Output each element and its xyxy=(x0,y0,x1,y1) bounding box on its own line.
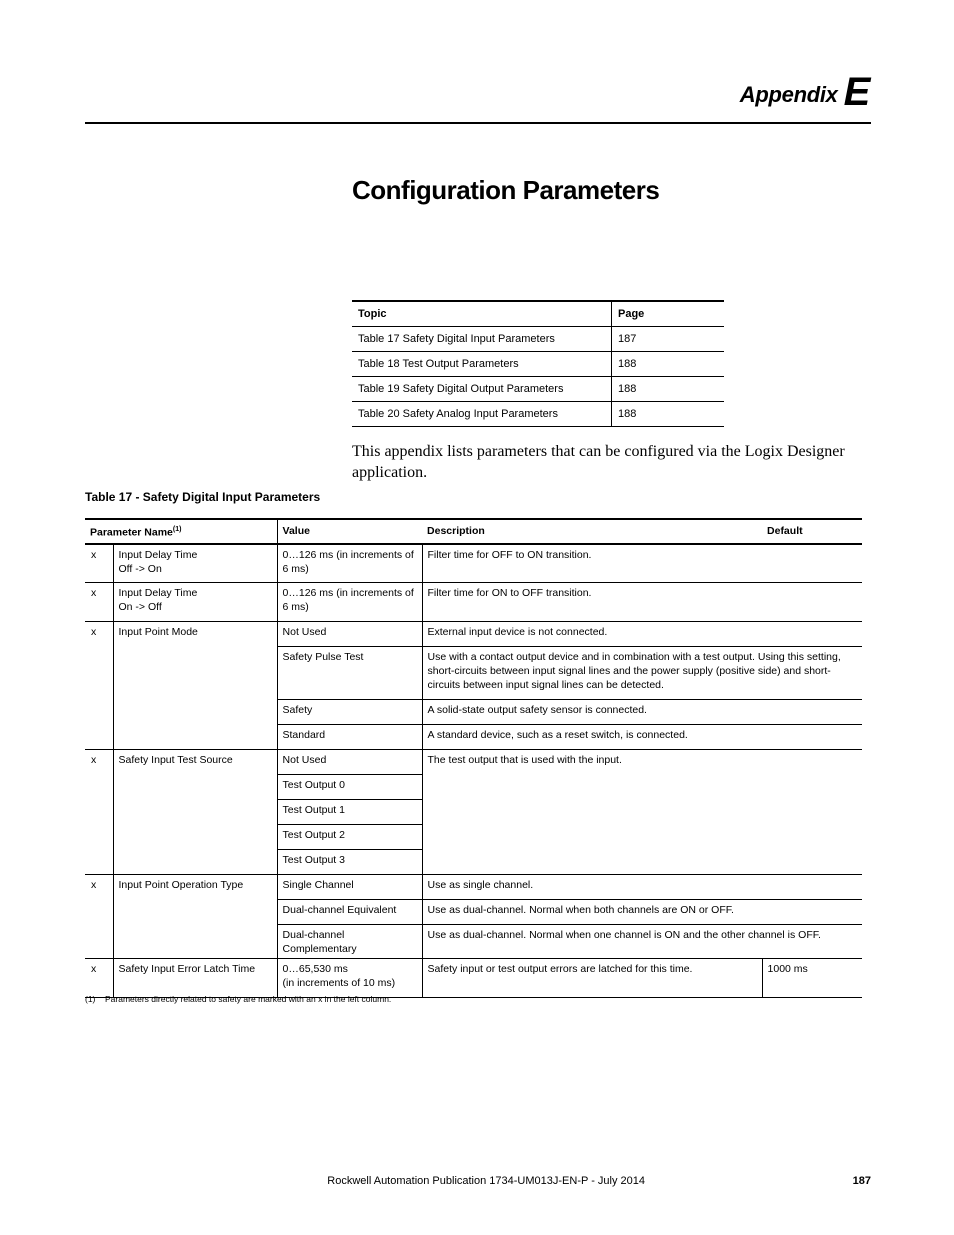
value-cell: Test Output 2 xyxy=(277,825,422,850)
parameter-name: Safety Input Error Latch Time xyxy=(113,959,277,998)
value-cell: Safety xyxy=(277,700,422,725)
value-cell: Dual-channel Complementary xyxy=(277,925,422,959)
value-cell: Test Output 1 xyxy=(277,800,422,825)
description-cell: Filter time for OFF to ON transition. xyxy=(422,544,862,583)
table-row xyxy=(85,583,862,622)
footnote xyxy=(85,994,391,1004)
table-caption: Table 17 - Safety Digital Input Parameters xyxy=(85,490,321,504)
parameter-name: Input Point Mode xyxy=(113,622,277,750)
appendix-word: Appendix xyxy=(739,82,838,107)
value-cell: Single Channel xyxy=(277,875,422,900)
value-text: 0…65,530 ms (in increments of 10 ms) xyxy=(282,963,396,989)
value-cell: Standard xyxy=(277,725,422,750)
table-row xyxy=(85,622,862,647)
page-cell: 187 xyxy=(612,327,725,352)
header-rule xyxy=(85,122,871,124)
topic-cell: Table 19 Safety Digital Output Parameters xyxy=(352,377,612,402)
appendix-heading xyxy=(740,72,870,115)
value-cell: Test Output 3 xyxy=(277,850,422,875)
value-cell: Not Used xyxy=(277,622,422,647)
table-row xyxy=(85,544,862,583)
parameter-name xyxy=(113,544,277,583)
intro-paragraph: This appendix lists parameters that can be configured via the Logix Designer application. xyxy=(352,443,845,481)
description-cell: Filter time for ON to OFF transition. xyxy=(422,583,862,622)
value-cell: 0…126 ms (in increments of 6 ms) xyxy=(277,583,422,622)
table-row xyxy=(85,959,862,998)
safety-mark: x xyxy=(85,622,113,750)
value-cell xyxy=(277,959,422,998)
page-title: Configuration Parameters xyxy=(352,175,660,205)
page-column-header: Page xyxy=(612,301,725,327)
appendix-letter: E xyxy=(843,70,870,114)
safety-mark: x xyxy=(85,583,113,622)
topic-cell: Table 20 Safety Analog Input Parameters xyxy=(352,402,612,427)
topic-cell: Table 17 Safety Digital Input Parameters xyxy=(352,327,612,352)
description-cell: Safety input or test output errors are latched for this time. xyxy=(422,959,762,998)
description-cell: Use as dual-channel. Normal when one channel is ON and the other channel is OFF. xyxy=(422,925,862,959)
description-cell: Use as single channel. xyxy=(422,875,862,900)
publication-info: Rockwell Automation Publication 1734-UM013J-EN-P - July 2014 xyxy=(327,1175,645,1187)
safety-mark: x xyxy=(85,875,113,959)
value-cell: 0…126 ms (in increments of 6 ms) xyxy=(277,544,422,583)
table-row xyxy=(352,352,724,377)
description-cell: Use as dual-channel. Normal when both channels are ON or OFF. xyxy=(422,900,862,925)
value-cell: Dual-channel Equivalent xyxy=(277,900,422,925)
topic-table xyxy=(352,300,724,427)
page-cell: 188 xyxy=(612,402,725,427)
table-row xyxy=(85,875,862,900)
safety-mark: x xyxy=(85,959,113,998)
footnote-number: (1) xyxy=(85,994,96,1004)
value-header: Value xyxy=(277,519,422,544)
description-cell: A standard device, such as a reset switch, is connected. xyxy=(422,725,862,750)
value-cell: Test Output 0 xyxy=(277,775,422,800)
parameter-name xyxy=(113,583,277,622)
footnote-ref: (1) xyxy=(172,526,182,533)
topic-column-header: Topic xyxy=(352,301,612,327)
safety-mark: x xyxy=(85,750,113,875)
parameter-name-header-label: Parameter Name xyxy=(90,526,173,539)
table-row xyxy=(352,377,724,402)
default-cell: 1000 ms xyxy=(762,959,862,998)
table-row xyxy=(352,327,724,352)
page-number: 187 xyxy=(852,1175,871,1187)
table-row xyxy=(85,750,862,775)
value-cell: Safety Pulse Test xyxy=(277,647,422,700)
parameter-table-header-row xyxy=(85,519,862,544)
parameter-name-line: Input Delay Time On -> Off xyxy=(118,587,198,613)
parameter-name: Input Point Operation Type xyxy=(113,875,277,959)
page-cell: 188 xyxy=(612,352,725,377)
parameter-name-header xyxy=(85,519,277,544)
table-row xyxy=(352,402,724,427)
parameter-table xyxy=(85,518,862,998)
value-cell: Not Used xyxy=(277,750,422,775)
description-cell: Use with a contact output device and in combination with a test output. Using this setting, short-circuits between input signal lines and the power supply (positive side) and short-circuits between input signal lines can be detected. xyxy=(422,647,862,700)
page-cell: 188 xyxy=(612,377,725,402)
topic-cell: Table 18 Test Output Parameters xyxy=(352,352,612,377)
parameter-name-line: Input Delay Time Off -> On xyxy=(118,548,198,575)
safety-mark: x xyxy=(85,544,113,583)
description-cell: A solid-state output safety sensor is connected. xyxy=(422,700,862,725)
description-cell: The test output that is used with the input. xyxy=(422,750,862,875)
description-cell: External input device is not connected. xyxy=(422,622,862,647)
default-header: Default xyxy=(762,519,862,544)
footnote-text: Parameters directly related to safety are marked with an x in the left column. xyxy=(105,994,392,1004)
topic-table-header-row xyxy=(352,301,724,327)
description-header: Description xyxy=(422,519,762,544)
parameter-name: Safety Input Test Source xyxy=(113,750,277,875)
